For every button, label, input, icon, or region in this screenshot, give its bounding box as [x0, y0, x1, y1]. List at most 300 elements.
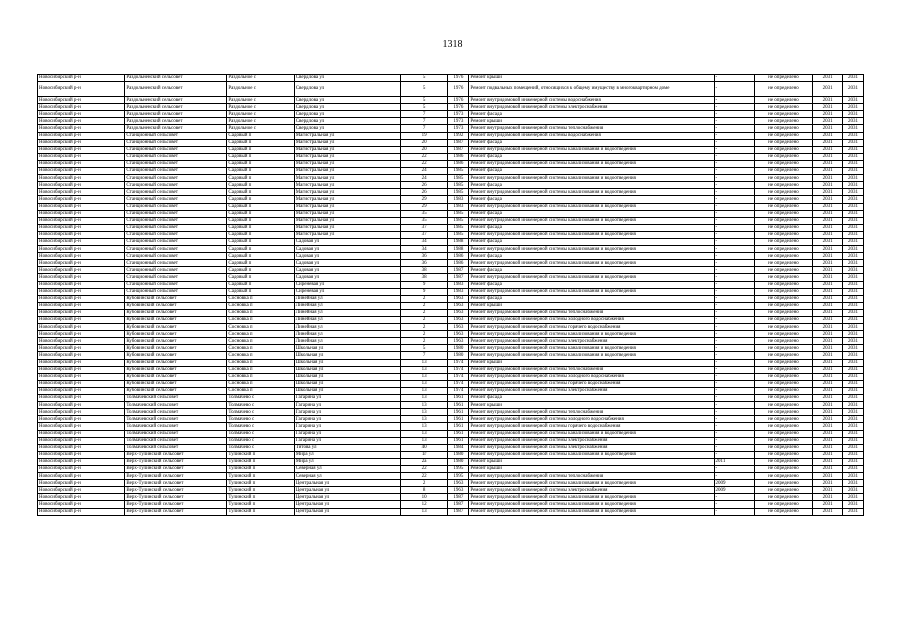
- cell-plan-end: 2031: [842, 97, 863, 104]
- cell-settlement: Толмачево с: [227, 423, 294, 430]
- cell-cost: не определено: [754, 189, 813, 196]
- cell-year: 1983: [448, 203, 469, 210]
- cell-street: Школьная ул: [294, 366, 400, 373]
- table-row: [38, 267, 864, 274]
- cell-plan-end: 2031: [842, 508, 863, 515]
- cell-cost: не определено: [754, 224, 813, 231]
- cell-plan-end: 2031: [842, 153, 863, 160]
- table-row: [38, 231, 864, 238]
- cell-plan-end: 2031: [842, 409, 863, 416]
- cell-year: 1963: [448, 309, 469, 316]
- cell-street: Магистральная ул: [294, 224, 400, 231]
- cell-district: Новосибирский р-н: [38, 345, 125, 352]
- cell-year: 1987: [448, 267, 469, 274]
- cell-prev-repair: -: [714, 75, 754, 82]
- cell-plan-start: 2031: [813, 324, 842, 331]
- cell-council: Станционный сельсовет: [125, 260, 227, 267]
- cell-settlement: Тулинский п: [227, 480, 294, 487]
- cell-district: Новосибирский р-н: [38, 458, 125, 465]
- cell-house: 13: [400, 409, 447, 416]
- table-row: [38, 210, 864, 217]
- cell-year: 1980: [448, 345, 469, 352]
- cell-plan-end: 2031: [842, 387, 863, 394]
- table-row: [38, 402, 864, 409]
- cell-house: 5: [400, 97, 447, 104]
- cell-house: 36: [400, 260, 447, 267]
- cell-council: Станционный сельсовет: [125, 246, 227, 253]
- cell-plan-start: 2031: [813, 210, 842, 217]
- cell-prev-repair: -: [714, 444, 754, 451]
- cell-prev-repair: -: [714, 132, 754, 139]
- cell-prev-repair: -: [714, 331, 754, 338]
- cell-work-type: Ремонт фасада: [469, 111, 714, 118]
- cell-cost: не определено: [754, 324, 813, 331]
- cell-plan-start: 2031: [813, 487, 842, 494]
- cell-work-type: Ремонт фасада: [469, 281, 714, 288]
- cell-cost: не определено: [754, 210, 813, 217]
- cell-district: Новосибирский р-н: [38, 168, 125, 175]
- table-row: [38, 217, 864, 224]
- cell-plan-start: 2031: [813, 281, 842, 288]
- table-row: [38, 309, 864, 316]
- cell-prev-repair: -: [714, 139, 754, 146]
- cell-plan-start: 2031: [813, 274, 842, 281]
- table-row: [38, 359, 864, 366]
- table-row: [38, 97, 864, 104]
- table-row: [38, 281, 864, 288]
- cell-settlement: Садовый п: [227, 168, 294, 175]
- cell-work-type: Ремонт внутридомовой инженерной системы водоснабжения: [469, 132, 714, 139]
- cell-street: Титова ул: [294, 444, 400, 451]
- cell-settlement: Садовый п: [227, 274, 294, 281]
- cell-plan-end: 2031: [842, 501, 863, 508]
- cell-council: Станционный сельсовет: [125, 189, 227, 196]
- cell-plan-end: 2031: [842, 302, 863, 309]
- cell-plan-start: 2031: [813, 317, 842, 324]
- cell-prev-repair: -: [714, 309, 754, 316]
- cell-year: 1961: [448, 409, 469, 416]
- cell-house: 2: [400, 338, 447, 345]
- cell-council: Станционный сельсовет: [125, 139, 227, 146]
- cell-year: 1988: [448, 246, 469, 253]
- cell-street: Магистральная ул: [294, 217, 400, 224]
- cell-prev-repair: -: [714, 366, 754, 373]
- cell-work-type: Ремонт внутридомовой инженерной системы теплоснабжения: [469, 366, 714, 373]
- cell-cost: не определено: [754, 359, 813, 366]
- cell-cost: не определено: [754, 132, 813, 139]
- cell-house: 13: [400, 380, 447, 387]
- cell-prev-repair: -: [714, 196, 754, 203]
- cell-work-type: Ремонт крыши: [469, 359, 714, 366]
- cell-prev-repair: -: [714, 338, 754, 345]
- cell-settlement: Толмачево с: [227, 430, 294, 437]
- cell-cost: не определено: [754, 451, 813, 458]
- cell-prev-repair: -: [714, 295, 754, 302]
- cell-settlement: Садовый п: [227, 132, 294, 139]
- cell-plan-start: 2031: [813, 309, 842, 316]
- cell-plan-end: 2031: [842, 416, 863, 423]
- table-row: [38, 302, 864, 309]
- cell-district: Новосибирский р-н: [38, 508, 125, 515]
- table-row: [38, 395, 864, 402]
- cell-plan-end: 2031: [842, 473, 863, 480]
- cell-council: Кубовинский сельсовет: [125, 331, 227, 338]
- cell-council: Раздольненский сельсовет: [125, 125, 227, 132]
- cell-cost: не определено: [754, 253, 813, 260]
- cell-street: Школьная ул: [294, 359, 400, 366]
- table-row: [38, 423, 864, 430]
- cell-house: 38: [400, 267, 447, 274]
- cell-year: 1963: [448, 480, 469, 487]
- cell-district: Новосибирский р-н: [38, 324, 125, 331]
- cell-street: Магистральная ул: [294, 146, 400, 153]
- cell-plan-end: 2031: [842, 352, 863, 359]
- cell-prev-repair: -: [714, 359, 754, 366]
- cell-prev-repair: -: [714, 82, 754, 97]
- cell-plan-start: 2031: [813, 437, 842, 444]
- cell-cost: не определено: [754, 139, 813, 146]
- cell-district: Новосибирский р-н: [38, 380, 125, 387]
- cell-work-type: Ремонт фасада: [469, 182, 714, 189]
- cell-plan-start: 2031: [813, 97, 842, 104]
- cell-council: Станционный сельсовет: [125, 168, 227, 175]
- cell-year: 1963: [448, 317, 469, 324]
- cell-prev-repair: -: [714, 508, 754, 515]
- cell-plan-start: 2031: [813, 395, 842, 402]
- cell-prev-repair: -: [714, 153, 754, 160]
- cell-work-type: Ремонт фасада: [469, 238, 714, 245]
- cell-prev-repair: -: [714, 246, 754, 253]
- cell-prev-repair: 2009: [714, 480, 754, 487]
- cell-plan-start: 2031: [813, 224, 842, 231]
- table-row: [38, 104, 864, 111]
- cell-year: 1976: [448, 75, 469, 82]
- cell-house: 13: [400, 423, 447, 430]
- cell-settlement: Садовый п: [227, 224, 294, 231]
- cell-council: Раздольненский сельсовет: [125, 111, 227, 118]
- cell-settlement: Раздольное с: [227, 118, 294, 125]
- cell-cost: не определено: [754, 146, 813, 153]
- cell-council: Станционный сельсовет: [125, 153, 227, 160]
- cell-prev-repair: -: [714, 267, 754, 274]
- cell-year: 1987: [448, 146, 469, 153]
- cell-year: 1963: [448, 331, 469, 338]
- table-row: [38, 224, 864, 231]
- cell-work-type: Ремонт внутридомовой инженерной системы электроснабжения: [469, 387, 714, 394]
- cell-street: Магистральная ул: [294, 203, 400, 210]
- cell-council: Верх-Тулинский сельсовет: [125, 487, 227, 494]
- table-row: [38, 196, 864, 203]
- cell-plan-start: 2031: [813, 373, 842, 380]
- table-row: [38, 416, 864, 423]
- cell-plan-start: 2031: [813, 430, 842, 437]
- cell-plan-start: 2031: [813, 402, 842, 409]
- cell-year: 1987: [448, 139, 469, 146]
- cell-cost: не определено: [754, 508, 813, 515]
- cell-cost: не определено: [754, 125, 813, 132]
- cell-house: 13: [400, 359, 447, 366]
- cell-street: Северная ул: [294, 465, 400, 472]
- cell-prev-repair: -: [714, 146, 754, 153]
- cell-prev-repair: -: [714, 352, 754, 359]
- cell-work-type: Ремонт внутридомовой инженерной системы канализования и водоотведения: [469, 508, 714, 515]
- cell-year: 1984: [448, 444, 469, 451]
- cell-council: Толмачевский сельсовет: [125, 430, 227, 437]
- cell-work-type: Ремонт внутридомовой инженерной системы холодного водоснабжения: [469, 416, 714, 423]
- table-row: [38, 189, 864, 196]
- cell-cost: не определено: [754, 182, 813, 189]
- cell-council: Верх-Тулинский сельсовет: [125, 458, 227, 465]
- cell-settlement: Сосновка п: [227, 345, 294, 352]
- table-row: [38, 132, 864, 139]
- cell-district: Новосибирский р-н: [38, 494, 125, 501]
- cell-council: Кубовинский сельсовет: [125, 309, 227, 316]
- cell-settlement: Садовый п: [227, 139, 294, 146]
- cell-year: 1974: [448, 359, 469, 366]
- cell-council: Верх-Тулинский сельсовет: [125, 451, 227, 458]
- cell-settlement: Садовый п: [227, 182, 294, 189]
- cell-council: Станционный сельсовет: [125, 210, 227, 217]
- cell-prev-repair: -: [714, 104, 754, 111]
- cell-settlement: Садовый п: [227, 153, 294, 160]
- cell-settlement: Сосновка п: [227, 309, 294, 316]
- table-row: [38, 317, 864, 324]
- cell-plan-end: 2031: [842, 380, 863, 387]
- table-row: [38, 473, 864, 480]
- cell-district: Новосибирский р-н: [38, 125, 125, 132]
- cell-year: 1963: [448, 324, 469, 331]
- cell-house: 26: [400, 182, 447, 189]
- cell-district: Новосибирский р-н: [38, 238, 125, 245]
- cell-prev-repair: -: [714, 302, 754, 309]
- cell-district: Новосибирский р-н: [38, 175, 125, 182]
- cell-prev-repair: -: [714, 402, 754, 409]
- cell-prev-repair: -: [714, 182, 754, 189]
- cell-plan-start: 2031: [813, 267, 842, 274]
- cell-year: 1985: [448, 175, 469, 182]
- cell-cost: не определено: [754, 246, 813, 253]
- cell-council: Станционный сельсовет: [125, 224, 227, 231]
- cell-plan-start: 2031: [813, 182, 842, 189]
- cell-cost: не определено: [754, 480, 813, 487]
- cell-prev-repair: -: [714, 437, 754, 444]
- cell-year: 1961: [448, 437, 469, 444]
- cell-council: Станционный сельсовет: [125, 288, 227, 295]
- cell-house: 2: [400, 480, 447, 487]
- cell-district: Новосибирский р-н: [38, 451, 125, 458]
- cell-street: Сиреневая ул: [294, 281, 400, 288]
- cell-year: 1986: [448, 153, 469, 160]
- cell-council: Раздольненский сельсовет: [125, 82, 227, 97]
- cell-settlement: Сосновка п: [227, 317, 294, 324]
- cell-work-type: Ремонт внутридомовой инженерной системы канализования и водоотведения: [469, 345, 714, 352]
- cell-settlement: Тулинский п: [227, 451, 294, 458]
- cell-settlement: Садовый п: [227, 175, 294, 182]
- cell-district: Новосибирский р-н: [38, 387, 125, 394]
- cell-house: 8: [400, 487, 447, 494]
- cell-settlement: Садовый п: [227, 238, 294, 245]
- cell-plan-start: 2031: [813, 246, 842, 253]
- cell-street: Свердлова ул: [294, 97, 400, 104]
- cell-settlement: Садовый п: [227, 267, 294, 274]
- cell-council: Станционный сельсовет: [125, 281, 227, 288]
- cell-street: Магистральная ул: [294, 139, 400, 146]
- cell-cost: не определено: [754, 231, 813, 238]
- cell-year: 1961: [448, 402, 469, 409]
- cell-street: Свердлова ул: [294, 82, 400, 97]
- cell-year: 1985: [448, 210, 469, 217]
- cell-house: 13: [400, 373, 447, 380]
- cell-year: 1980: [448, 458, 469, 465]
- cell-district: Новосибирский р-н: [38, 473, 125, 480]
- table-row: [38, 288, 864, 295]
- cell-work-type: Ремонт фасада: [469, 395, 714, 402]
- cell-cost: не определено: [754, 395, 813, 402]
- cell-plan-start: 2031: [813, 125, 842, 132]
- cell-year: 1980: [448, 352, 469, 359]
- cell-street: Центральная ул: [294, 501, 400, 508]
- cell-district: Новосибирский р-н: [38, 480, 125, 487]
- cell-year: 1961: [448, 423, 469, 430]
- cell-district: Новосибирский р-н: [38, 118, 125, 125]
- cell-settlement: Раздольное с: [227, 82, 294, 97]
- cell-work-type: Ремонт внутридомовой инженерной системы холодного водоснабжения: [469, 317, 714, 324]
- cell-cost: не определено: [754, 423, 813, 430]
- cell-plan-end: 2031: [842, 182, 863, 189]
- cell-plan-end: 2031: [842, 458, 863, 465]
- cell-council: Кубовинский сельсовет: [125, 359, 227, 366]
- cell-plan-start: 2031: [813, 345, 842, 352]
- table-row: [38, 366, 864, 373]
- cell-plan-start: 2031: [813, 260, 842, 267]
- cell-district: Новосибирский р-н: [38, 224, 125, 231]
- cell-prev-repair: -: [714, 168, 754, 175]
- cell-street: Садовая ул: [294, 267, 400, 274]
- cell-work-type: Ремонт внутридомовой инженерной системы теплоснабжения: [469, 309, 714, 316]
- cell-district: Новосибирский р-н: [38, 153, 125, 160]
- cell-street: Садовая ул: [294, 260, 400, 267]
- cell-settlement: Сосновка п: [227, 373, 294, 380]
- table-row: [38, 345, 864, 352]
- cell-council: Станционный сельсовет: [125, 160, 227, 167]
- cell-plan-start: 2031: [813, 473, 842, 480]
- cell-district: Новосибирский р-н: [38, 97, 125, 104]
- cell-council: Верх-Тулинский сельсовет: [125, 501, 227, 508]
- cell-work-type: Ремонт внутридомовой инженерной системы канализования и водоотведения: [469, 146, 714, 153]
- cell-work-type: Ремонт внутридомовой инженерной системы электроснабжения: [469, 487, 714, 494]
- table-row: [38, 139, 864, 146]
- cell-cost: не определено: [754, 175, 813, 182]
- cell-house: 9: [400, 281, 447, 288]
- cell-district: Новосибирский р-н: [38, 203, 125, 210]
- cell-work-type: Ремонт внутридомовой инженерной системы горячего водоснабжения: [469, 324, 714, 331]
- cell-council: Станционный сельсовет: [125, 182, 227, 189]
- cell-plan-end: 2031: [842, 480, 863, 487]
- cell-cost: не определено: [754, 309, 813, 316]
- cell-cost: не определено: [754, 430, 813, 437]
- cell-cost: не определено: [754, 295, 813, 302]
- cell-plan-start: 2031: [813, 231, 842, 238]
- cell-year: 1976: [448, 104, 469, 111]
- cell-cost: не определено: [754, 118, 813, 125]
- cell-plan-end: 2031: [842, 210, 863, 217]
- cell-cost: не определено: [754, 281, 813, 288]
- cell-district: Новосибирский р-н: [38, 302, 125, 309]
- cell-house: 26: [400, 189, 447, 196]
- cell-work-type: Ремонт внутридомовой инженерной системы канализования и водоотведения: [469, 501, 714, 508]
- cell-street: Сиреневая ул: [294, 288, 400, 295]
- cell-plan-end: 2031: [842, 281, 863, 288]
- cell-district: Новосибирский р-н: [38, 402, 125, 409]
- cell-plan-end: 2031: [842, 288, 863, 295]
- cell-work-type: Ремонт внутридомовой инженерной системы холодного водоснабжения: [469, 373, 714, 380]
- cell-settlement: Сосновка п: [227, 295, 294, 302]
- cell-work-type: Ремонт внутридомовой инженерной системы канализования и водоотведения: [469, 331, 714, 338]
- cell-work-type: Ремонт крыши: [469, 458, 714, 465]
- cell-plan-end: 2031: [842, 373, 863, 380]
- cell-work-type: Ремонт внутридомовой инженерной системы канализования и водоотведения: [469, 189, 714, 196]
- cell-prev-repair: 2009: [714, 487, 754, 494]
- cell-plan-start: 2031: [813, 494, 842, 501]
- cell-settlement: Сосновка п: [227, 380, 294, 387]
- cell-work-type: Ремонт фасада: [469, 253, 714, 260]
- cell-cost: не определено: [754, 352, 813, 359]
- cell-cost: не определено: [754, 217, 813, 224]
- cell-prev-repair: -: [714, 203, 754, 210]
- cell-year: 1963: [448, 295, 469, 302]
- cell-work-type: Ремонт фасада: [469, 168, 714, 175]
- cell-street: Центральная ул: [294, 487, 400, 494]
- cell-plan-start: 2031: [813, 380, 842, 387]
- table-row: [38, 387, 864, 394]
- cell-council: Верх-Тулинский сельсовет: [125, 508, 227, 515]
- cell-settlement: Садовый п: [227, 160, 294, 167]
- cell-settlement: Сосновка п: [227, 352, 294, 359]
- cell-settlement: Садовый п: [227, 189, 294, 196]
- cell-plan-start: 2031: [813, 189, 842, 196]
- cell-prev-repair: 2011: [714, 458, 754, 465]
- cell-plan-start: 2031: [813, 302, 842, 309]
- cell-council: Кубовинский сельсовет: [125, 373, 227, 380]
- cell-year: 1986: [448, 260, 469, 267]
- cell-year: 1988: [448, 238, 469, 245]
- cell-house: 24: [400, 168, 447, 175]
- cell-plan-end: 2031: [842, 437, 863, 444]
- cell-year: 1961: [448, 395, 469, 402]
- cell-plan-start: 2031: [813, 104, 842, 111]
- cell-settlement: Толмачево с: [227, 444, 294, 451]
- cell-street: Центральная ул: [294, 508, 400, 515]
- cell-plan-start: 2031: [813, 153, 842, 160]
- cell-work-type: Ремонт подвальных помещений, относящихся к общему имуществу в многоквартирном доме: [469, 82, 714, 97]
- cell-year: 1974: [448, 366, 469, 373]
- cell-year: 1973: [448, 125, 469, 132]
- cell-plan-end: 2031: [842, 246, 863, 253]
- cell-house: 13: [400, 430, 447, 437]
- cell-street: Садовая ул: [294, 238, 400, 245]
- cell-year: 1995: [448, 473, 469, 480]
- cell-plan-end: 2031: [842, 331, 863, 338]
- table-row: [38, 182, 864, 189]
- cell-settlement: Садовый п: [227, 231, 294, 238]
- cell-plan-end: 2031: [842, 168, 863, 175]
- cell-council: Станционный сельсовет: [125, 231, 227, 238]
- cell-plan-end: 2031: [842, 444, 863, 451]
- cell-house: 7: [400, 125, 447, 132]
- cell-street: Школьная ул: [294, 387, 400, 394]
- cell-plan-start: 2031: [813, 359, 842, 366]
- cell-work-type: Ремонт внутридомовой инженерной системы теплоснабжения: [469, 409, 714, 416]
